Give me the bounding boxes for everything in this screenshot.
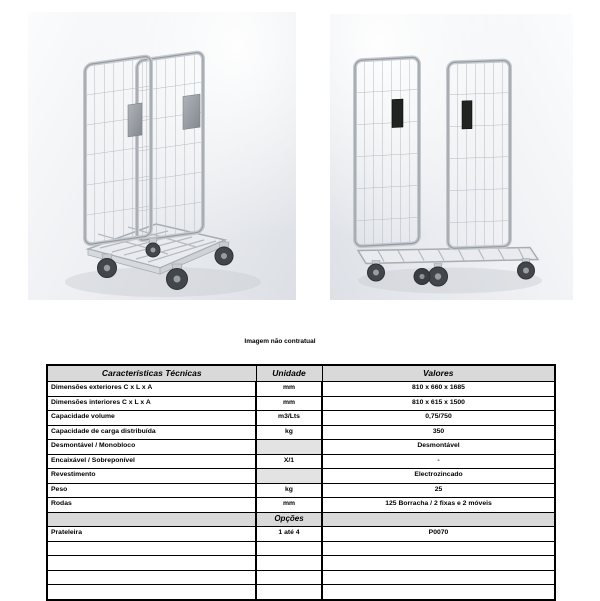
options-section-row bbox=[47, 512, 555, 527]
row-value: Desmontável bbox=[322, 440, 555, 455]
row-value: 810 x 615 x 1500 bbox=[322, 396, 555, 411]
table-row bbox=[47, 411, 555, 426]
row-value: P0070 bbox=[322, 527, 555, 542]
row-label: Prateleira bbox=[47, 527, 256, 542]
shadow bbox=[358, 268, 542, 294]
row-unit: mm bbox=[256, 396, 322, 411]
row-label: Dimensões exteriores C x L x A bbox=[47, 382, 256, 397]
row-value: Electrozincado bbox=[322, 469, 555, 484]
row-label: Capacidade de carga distribuída bbox=[47, 425, 256, 440]
row-label: Desmontável / Monobloco bbox=[47, 440, 256, 455]
label-plate bbox=[462, 101, 472, 129]
label-plate bbox=[128, 103, 142, 137]
row-label: Dimensões interiores C x L x A bbox=[47, 396, 256, 411]
row-unit bbox=[256, 440, 322, 455]
empty-row bbox=[47, 585, 555, 600]
row-unit: mm bbox=[256, 382, 322, 397]
table-row bbox=[47, 396, 555, 411]
options-section-title: Opções bbox=[256, 512, 322, 527]
empty-row bbox=[47, 570, 555, 585]
technical-specs-table bbox=[46, 364, 556, 601]
header-values: Valores bbox=[322, 365, 555, 382]
table-row bbox=[47, 440, 555, 455]
image-disclaimer-caption: Imagem não contratual bbox=[244, 338, 316, 345]
table-row bbox=[47, 483, 555, 498]
row-unit: 1 até 4 bbox=[256, 527, 322, 542]
roll-container-assembled-render bbox=[28, 12, 296, 300]
row-unit: mm bbox=[256, 498, 322, 513]
table-row bbox=[47, 382, 555, 397]
mesh-panel-right bbox=[448, 60, 510, 248]
row-label: Encaixável / Sobreponível bbox=[47, 454, 256, 469]
header-unit: Unidade bbox=[256, 365, 322, 382]
row-label: Capacidade volume bbox=[47, 411, 256, 426]
table-row bbox=[47, 425, 555, 440]
row-value: 0,75/750 bbox=[322, 411, 555, 426]
product-image-nested bbox=[330, 14, 573, 300]
table-row bbox=[47, 454, 555, 469]
row-unit: m3/Lts bbox=[256, 411, 322, 426]
product-image-assembled bbox=[28, 12, 296, 300]
row-value: 125 Borracha / 2 fixas e 2 móveis bbox=[322, 498, 555, 513]
table-row bbox=[47, 498, 555, 513]
row-value: - bbox=[322, 454, 555, 469]
row-unit: X/1 bbox=[256, 454, 322, 469]
row-value: 350 bbox=[322, 425, 555, 440]
row-label: Rodas bbox=[47, 498, 256, 513]
row-label: Peso bbox=[47, 483, 256, 498]
mesh-panel-front bbox=[85, 56, 151, 245]
table-row bbox=[47, 527, 555, 542]
table-header-row bbox=[47, 365, 555, 382]
empty-row bbox=[47, 541, 555, 556]
table-row bbox=[47, 469, 555, 484]
mesh-panel-left bbox=[355, 57, 419, 246]
roll-container-nested-panels-render bbox=[330, 14, 573, 300]
section-spacer bbox=[47, 512, 256, 527]
row-label: Revestimento bbox=[47, 469, 256, 484]
row-value: 810 x 660 x 1685 bbox=[322, 382, 555, 397]
row-unit: kg bbox=[256, 483, 322, 498]
label-plate bbox=[392, 99, 403, 128]
row-unit bbox=[256, 469, 322, 484]
base-platform bbox=[358, 248, 538, 264]
empty-row bbox=[47, 556, 555, 571]
row-unit: kg bbox=[256, 425, 322, 440]
section-spacer bbox=[322, 512, 555, 527]
header-characteristics: Características Técnicas bbox=[47, 365, 256, 382]
label-plate bbox=[183, 94, 200, 129]
row-value: 25 bbox=[322, 483, 555, 498]
